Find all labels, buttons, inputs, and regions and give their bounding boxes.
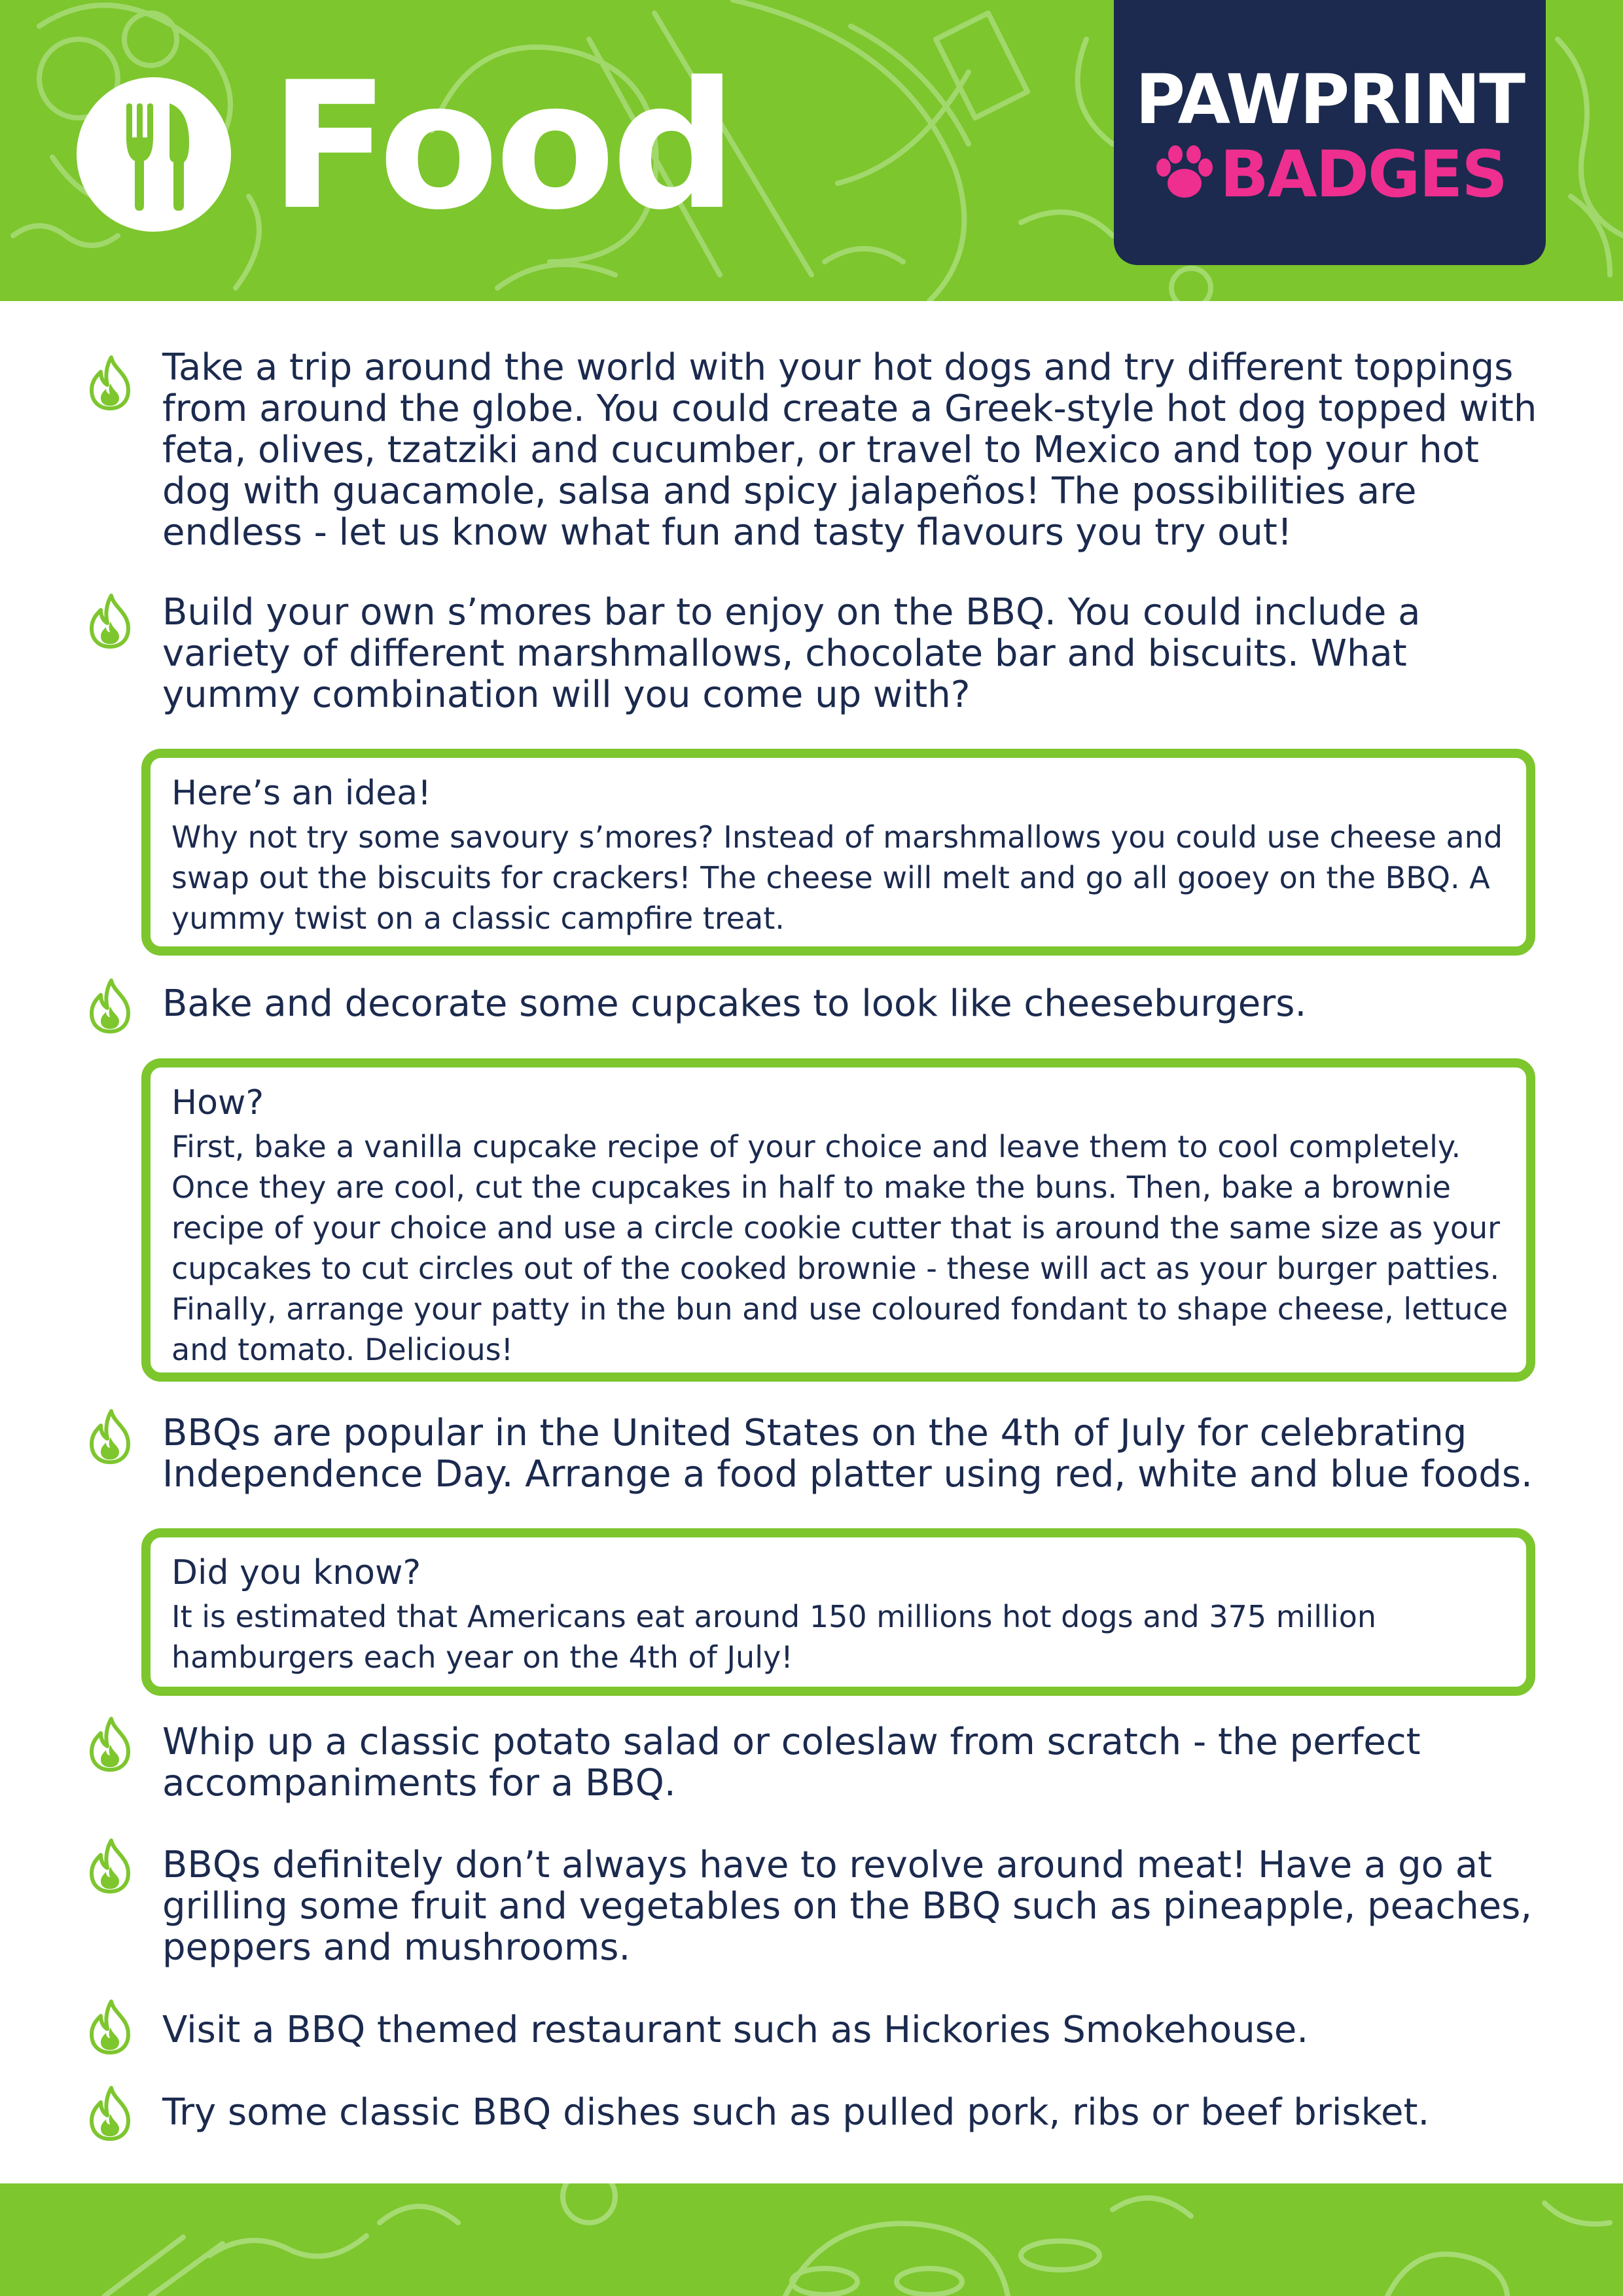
list-item-text: BBQs are popular in the United States on the 4th of July for celebrating Independence Day. Arrange a food platter using red, white and blue foods. bbox=[162, 1412, 1533, 1496]
fork-knife-icon bbox=[77, 77, 231, 232]
tip-box-how bbox=[141, 1058, 1535, 1382]
footer-banner bbox=[0, 2183, 1623, 2296]
tip-box-title: Did you know? bbox=[171, 1553, 421, 1592]
list-item-text: Whip up a classic potato salad or coleslaw from scratch - the perfect accompaniments for a BBQ. bbox=[162, 1721, 1421, 1804]
list-item-text: Take a trip around the world with your hot dogs and try different toppings from around the globe. You could create a Greek-style hot dog topped with feta, olives, tzatziki and cucumber, or travel to Mexico and top your hot dog with guacamole, salsa and spicy jalapeños! The possibilities are endless - let us know what fun and tasty flavours you try out! bbox=[162, 346, 1537, 554]
flame-icon bbox=[89, 2085, 131, 2142]
food-doodle-pattern bbox=[0, 2183, 1623, 2296]
pawprint-badges-logo bbox=[1114, 0, 1546, 265]
list-item-text: Visit a BBQ themed restaurant such as Hickories Smokehouse. bbox=[162, 2009, 1309, 2051]
flame-icon bbox=[89, 1408, 131, 1465]
flame-icon bbox=[89, 355, 131, 411]
list-item-text: BBQs definitely don’t always have to revolve around meat! Have a go at grilling some fruit and vegetables on the BBQ such as pineapple, peaches, peppers and mushrooms. bbox=[162, 1844, 1533, 1969]
flame-icon bbox=[89, 978, 131, 1034]
flame-icon bbox=[89, 593, 131, 649]
page-title: Food bbox=[270, 45, 734, 249]
tip-box-title: How? bbox=[171, 1083, 264, 1122]
tip-box-idea bbox=[141, 749, 1535, 956]
list-item-text: Try some classic BBQ dishes such as pulled pork, ribs or beef brisket. bbox=[162, 2091, 1430, 2134]
flame-icon bbox=[89, 1999, 131, 2055]
list-item-text: Bake and decorate some cupcakes to look like cheeseburgers. bbox=[162, 982, 1307, 1025]
logo-bottom-text: BADGES bbox=[1220, 137, 1507, 212]
tip-box-text: Why not try some savoury s’mores? Instead of marshmallows you could use cheese and swap out the biscuits for crackers! The cheese will melt and go all gooey on the BBQ. A yummy twist on a classic campfire treat. bbox=[171, 819, 1503, 936]
logo-top-text: PAWPRINT bbox=[1135, 60, 1525, 139]
logo-bottom-row bbox=[1114, 137, 1546, 212]
list-item-text: Build your own s’mores bar to enjoy on the BBQ. You could include a variety of different marshmallows, chocolate bar and biscuits. What yummy combination will you come up with? bbox=[162, 591, 1421, 716]
tip-box-text: First, bake a vanilla cupcake recipe of your choice and leave them to cool completely. Once they are cool, cut the cupcakes in half to make the buns. Then, bake a brownie recipe of your choice and use a circle cookie cutter that is around the same size as your cupcakes to cut circles out of the cooked brownie - these will act as your burger patties. Finally, arrange your patty in the bun and use coloured fondant to shape cheese, lettuce and tomato. Delicious! bbox=[171, 1129, 1508, 1367]
paw-icon bbox=[1153, 144, 1216, 200]
flame-icon bbox=[89, 1716, 131, 1772]
tip-box-text: It is estimated that Americans eat around 150 millions hot dogs and 375 million hamburgers each year on the 4th of July! bbox=[171, 1599, 1377, 1675]
flame-icon bbox=[89, 1838, 131, 1894]
tip-box-did-you-know bbox=[141, 1528, 1535, 1696]
header-banner bbox=[0, 0, 1623, 301]
tip-box-title: Here’s an idea! bbox=[171, 774, 431, 813]
